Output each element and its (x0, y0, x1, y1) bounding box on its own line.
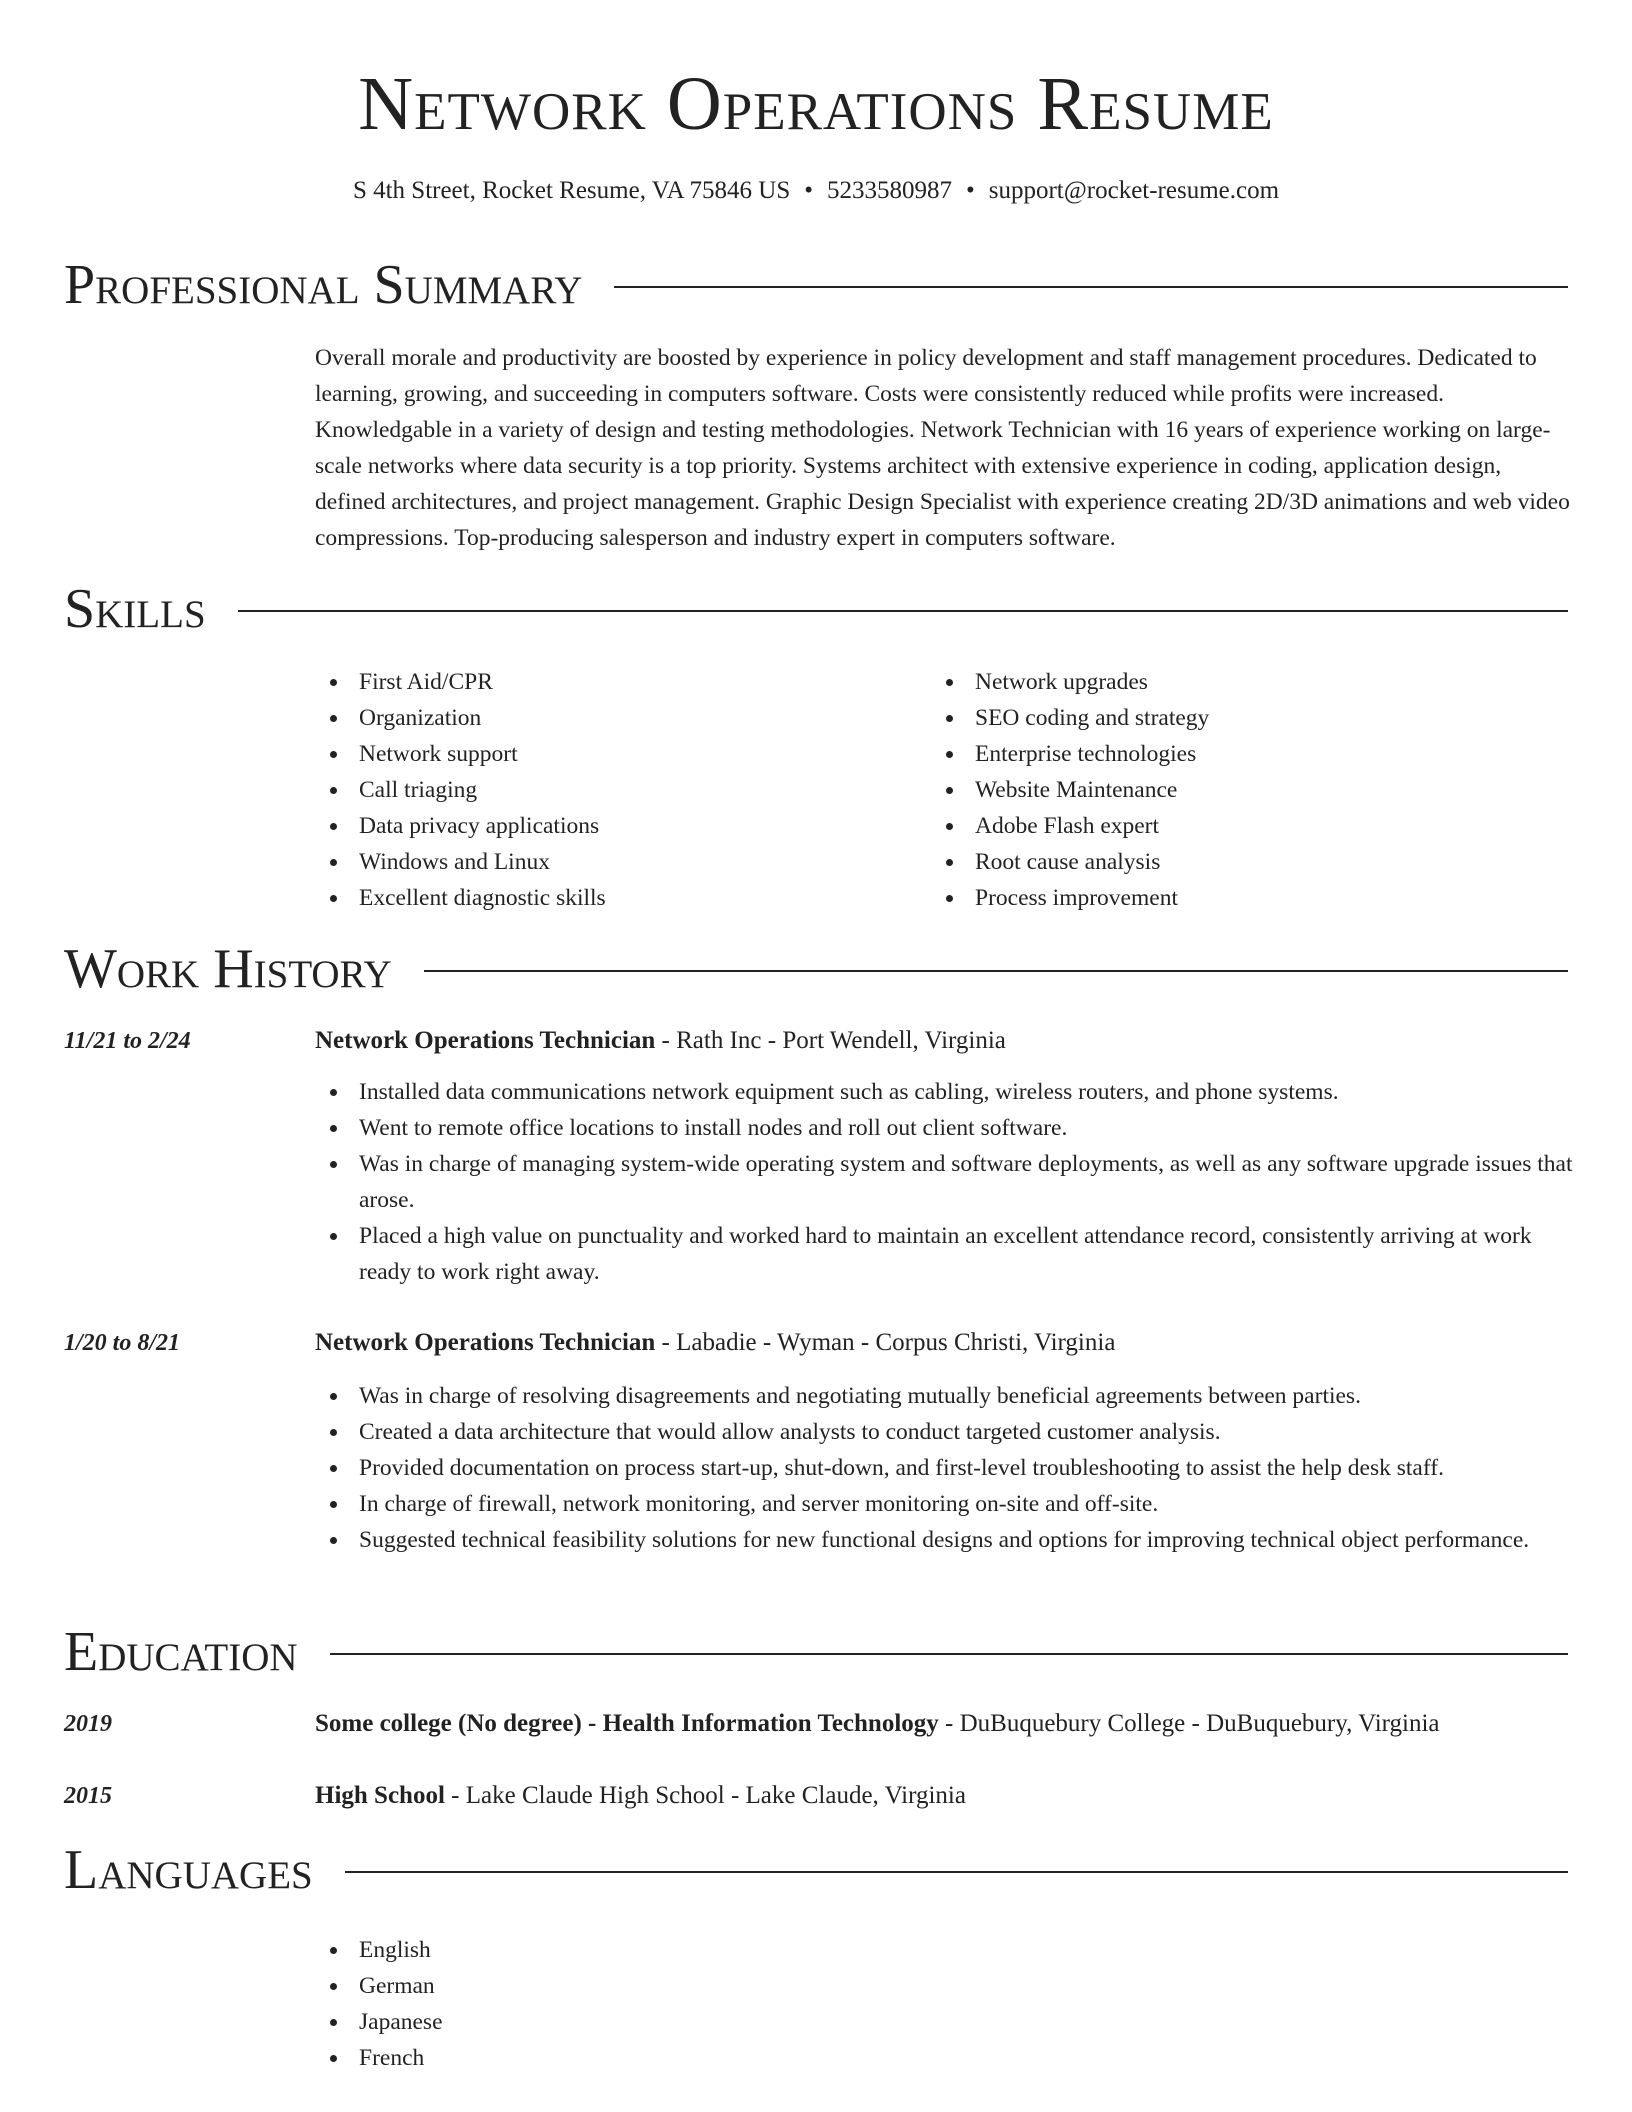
skills-list-left (315, 664, 915, 916)
job-heading (315, 1325, 1575, 1361)
job-bullet: Was in charge of managing system-wide operating system and software deployments, as well as any software upgrade issues that arose. (315, 1146, 1575, 1218)
education-heading (315, 1778, 1575, 1814)
education-school: - DuBuquebury College - DuBuquebury, Virginia (938, 1710, 1440, 1737)
job-bullets (315, 1074, 1575, 1290)
section-divider (424, 970, 1568, 972)
education-heading (315, 1706, 1575, 1742)
section-divider (345, 1871, 1568, 1873)
skill-item: Call triaging (315, 772, 915, 808)
skills-list-right (931, 664, 1551, 916)
skill-item: Excellent diagnostic skills (315, 880, 915, 916)
language-item: German (315, 1968, 915, 2004)
contact-phone: 5233580987 (826, 177, 952, 204)
section-header-education (64, 1622, 1568, 1682)
contact-separator: • (804, 177, 813, 204)
contact-separator: • (965, 177, 975, 204)
job-bullet: Was in charge of resolving disagreements and negotiating mutually beneficial agreements between parties. (315, 1378, 1575, 1414)
resume-title: Network Operations Resume (358, 62, 1274, 146)
section-divider (614, 286, 1568, 288)
education-degree: High School (315, 1782, 445, 1809)
section-divider (238, 610, 1568, 612)
skill-item: Organization (315, 700, 915, 736)
job-title: Network Operations Technician (315, 1027, 656, 1054)
skill-item: Root cause analysis (931, 844, 1551, 880)
language-item: English (315, 1932, 915, 1968)
skill-item: Windows and Linux (315, 844, 915, 880)
education-year: 2015 (64, 1783, 112, 1809)
education-degree: Some college (No degree) - Health Information Technology (315, 1710, 939, 1737)
job-bullet: Went to remote office locations to install nodes and roll out client software. (315, 1110, 1575, 1146)
education-school: - Lake Claude High School - Lake Claude, Virginia (444, 1782, 966, 1809)
languages-list (315, 1932, 915, 2076)
job-heading (315, 1023, 1575, 1059)
summary-text: Overall morale and productivity are boosted by experience in policy development and staff management procedures. Dedicated to learning, growing, and succeeding in computers software. Costs were consistently reduced while profits were increased. Knowledgable in a variety of design and testing methodologies. Network Technician with 16 years of experience working on large-scale networks where data security is a top priority. Systems architect with extensive experience in coding, application design, defined architectures, and project management. Graphic Design Specialist with experience creating 2D/3D animations and web video compressions. Top-producing salesperson and industry expert in computers software. (315, 345, 1570, 551)
job-bullet: In charge of firewall, network monitoring, and server monitoring on-site and off-site. (315, 1486, 1575, 1522)
job-dates: 1/20 to 8/21 (64, 1330, 181, 1356)
contact-email: support@rocket-resume.com (988, 177, 1280, 204)
job-bullet: Provided documentation on process start-up, shut-down, and first-level troubleshooting to assist the help desk staff. (315, 1450, 1575, 1486)
skill-item: SEO coding and strategy (931, 700, 1551, 736)
skill-item: Network support (315, 736, 915, 772)
job-dates: 11/21 to 2/24 (64, 1028, 191, 1054)
section-divider (330, 1653, 1568, 1655)
skill-item: Enterprise technologies (931, 736, 1551, 772)
skill-item: Process improvement (931, 880, 1551, 916)
section-header-summary (64, 255, 1568, 315)
job-bullet: Created a data architecture that would allow analysts to conduct targeted customer analysis. (315, 1414, 1575, 1450)
job-bullet: Placed a high value on punctuality and worked hard to maintain an excellent attendance record, consistently arriving at work ready to work right away. (315, 1218, 1575, 1290)
job-bullet: Suggested technical feasibility solutions for new functional designs and options for improving technical object performance. (315, 1522, 1575, 1558)
section-header-skills (64, 579, 1568, 639)
section-title-languages: Languages (64, 1839, 313, 1901)
language-item: French (315, 2040, 915, 2076)
contact-line (0, 176, 1632, 206)
section-title-education: Education (64, 1621, 298, 1683)
skill-item: Network upgrades (931, 664, 1551, 700)
job-bullets (315, 1378, 1575, 1558)
job-employer: - Rath Inc - Port Wendell, Virginia (655, 1027, 1006, 1054)
section-title-skills: Skills (64, 578, 206, 640)
section-header-work (64, 939, 1568, 999)
education-year: 2019 (64, 1711, 112, 1737)
skill-item: Adobe Flash expert (931, 808, 1551, 844)
section-header-languages (64, 1840, 1568, 1900)
skill-item: Website Maintenance (931, 772, 1551, 808)
section-title-work: Work History (64, 938, 392, 1000)
job-bullet: Installed data communications network equipment such as cabling, wireless routers, and phone systems. (315, 1074, 1575, 1110)
contact-address: S 4th Street, Rocket Resume, VA 75846 US (352, 177, 791, 204)
job-title: Network Operations Technician (315, 1329, 656, 1356)
skill-item: First Aid/CPR (315, 664, 915, 700)
section-title-summary: Professional Summary (64, 254, 583, 316)
skill-item: Data privacy applications (315, 808, 915, 844)
language-item: Japanese (315, 2004, 915, 2040)
job-employer: - Labadie - Wyman - Corpus Christi, Virginia (655, 1329, 1116, 1356)
